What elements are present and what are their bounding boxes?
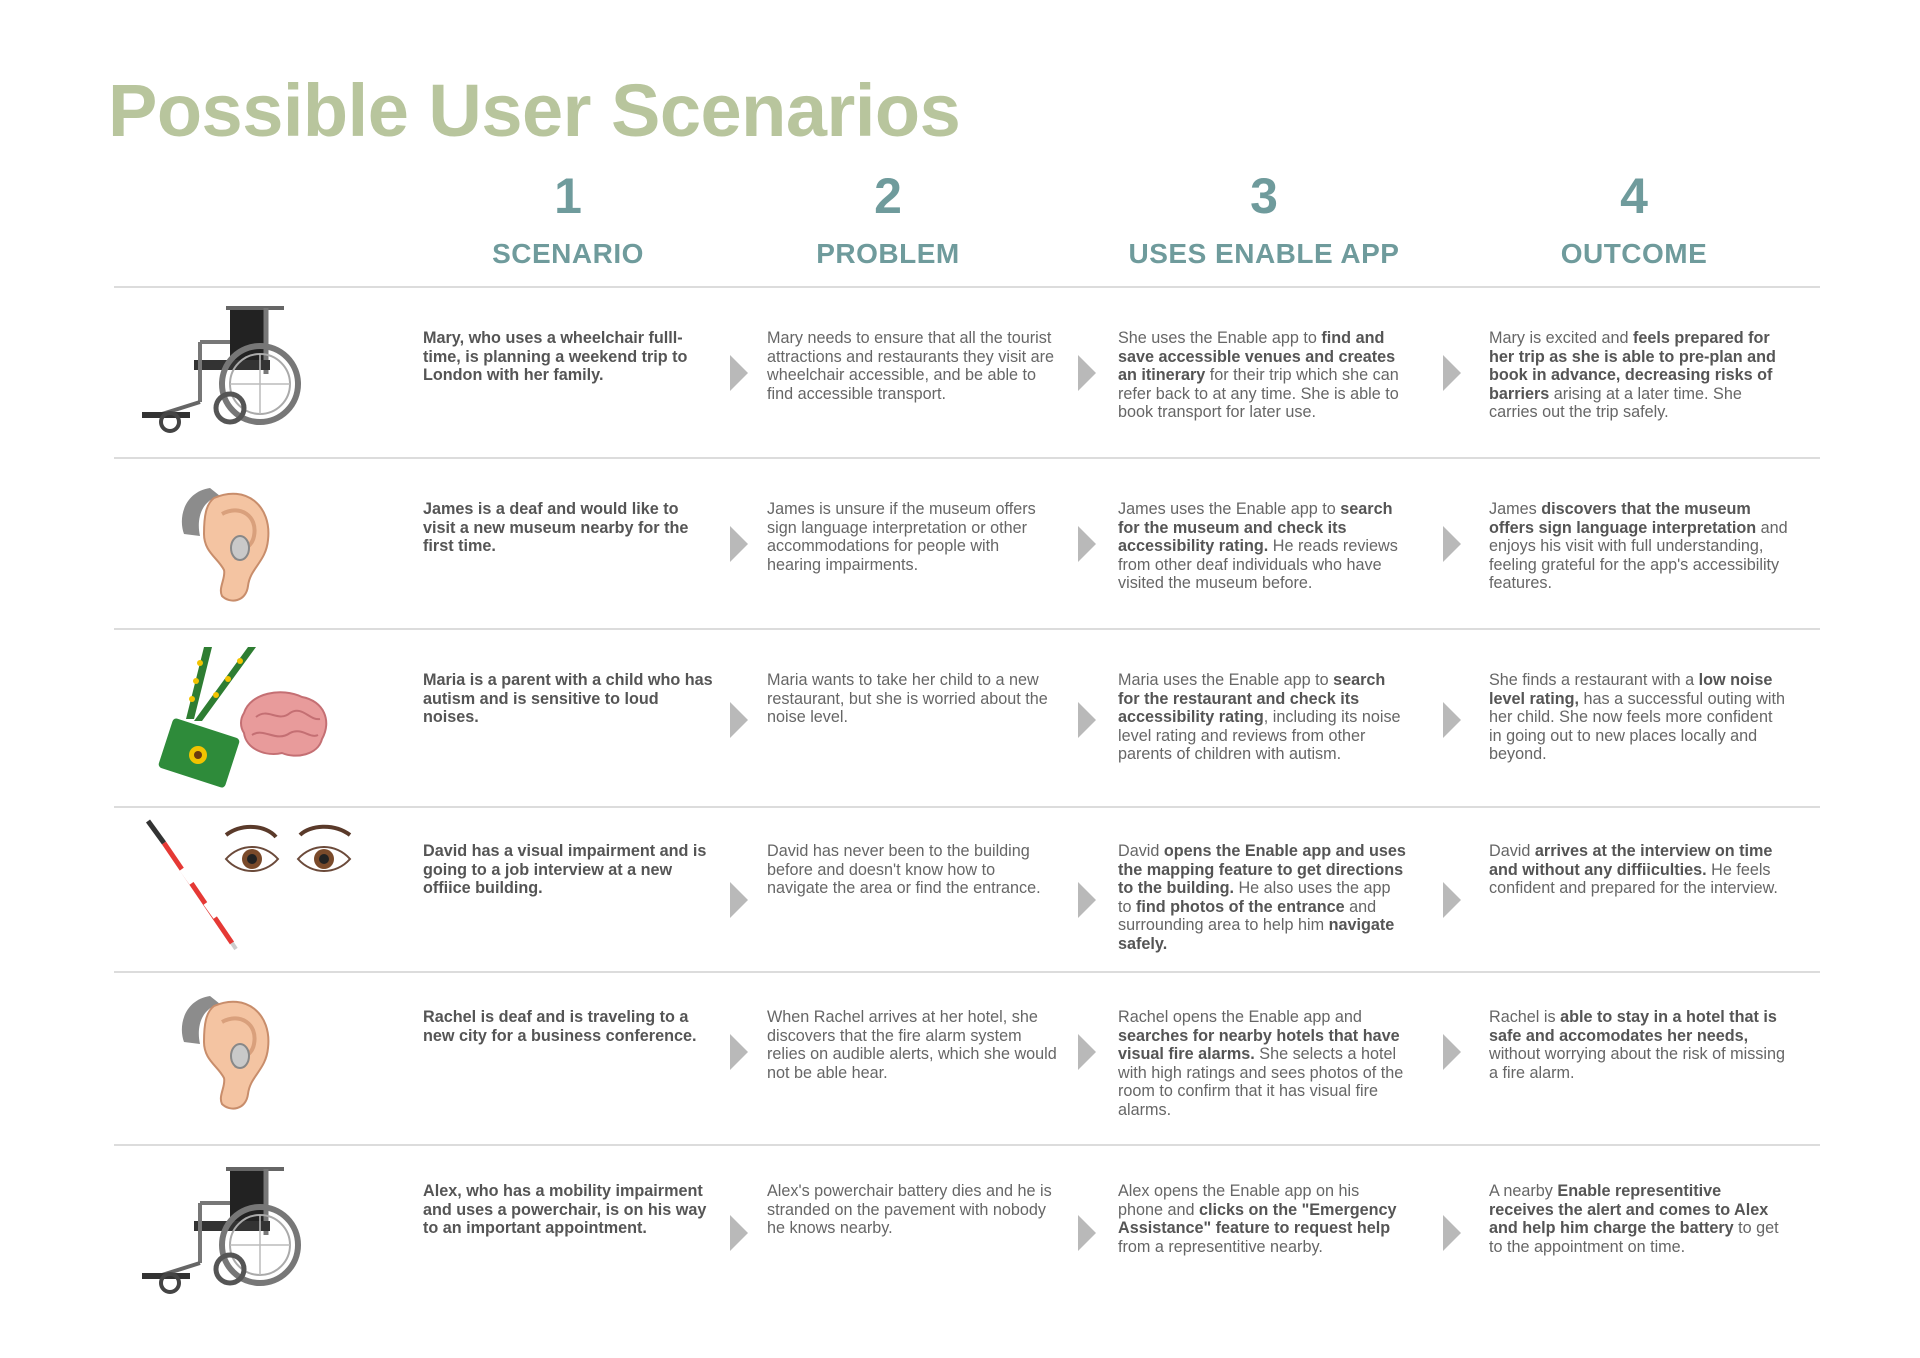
column-number: 3	[1250, 168, 1278, 224]
outcome-text: Rachel is able to stay in a hotel that is safe and accomodates her needs, without worrying about the risk of missing a fire alarm.	[1489, 1008, 1785, 1082]
arrow-right-icon	[730, 882, 748, 918]
app-text: David opens the Enable app and uses the mapping feature to get directions to the building. He also uses the app to find photos of the entrance and surrounding area to help him navigate safely.	[1118, 842, 1406, 953]
column-label: SCENARIO	[492, 238, 644, 269]
column-header-problem	[728, 168, 1048, 270]
column-label: USES ENABLE APP	[1128, 238, 1400, 269]
column-label: PROBLEM	[816, 238, 960, 269]
column-header-scenario	[408, 168, 728, 270]
app-text: Alex opens the Enable app on his phone and clicks on the "Emergency Assistance" feature to request help from a representitive nearby.	[1118, 1182, 1397, 1256]
wheelchair-icon	[134, 1163, 334, 1313]
arrow-right-icon	[1078, 1215, 1096, 1251]
outcome-text: She finds a restaurant with a low noise level rating, has a successful outing with her child. She now feels more confident in going out to new places locally and beyond.	[1489, 671, 1786, 764]
scenario-row-3	[114, 629, 1820, 806]
scenario-row-4	[114, 807, 1820, 971]
scenario-row-5	[114, 972, 1820, 1144]
column-number: 4	[1620, 168, 1648, 224]
arrow-right-icon	[1443, 1215, 1461, 1251]
scenario-text: Maria is a parent with a child who has autism and is sensitive to loud noises.	[423, 671, 713, 727]
arrow-right-icon	[1078, 355, 1096, 391]
outcome-text: A nearby Enable representitive receives the alert and comes to Alex and help him charge the battery to get to the appointment on time.	[1489, 1182, 1779, 1256]
column-number: 2	[874, 168, 902, 224]
problem-text: James is unsure if the museum offers sign language interpretation or other accommodations for people with hearing impairments.	[767, 500, 1036, 574]
arrow-right-icon	[730, 1215, 748, 1251]
column-header-outcome	[1474, 168, 1794, 270]
arrow-right-icon	[730, 702, 748, 738]
outcome-text: David arrives at the interview on time and without any diffiiculties. He feels confident and prepared for the interview.	[1489, 842, 1778, 898]
scenario-row-2	[114, 458, 1820, 628]
arrow-right-icon	[1443, 702, 1461, 738]
hearing-aid-ear-icon	[174, 986, 374, 1136]
scenario-text: David has a visual impairment and is going to a job interview at a new offiice building.	[423, 842, 707, 898]
arrow-right-icon	[1078, 526, 1096, 562]
scenario-text: James is a deaf and would like to visit a new museum nearby for the first time.	[423, 500, 689, 556]
problem-text: Maria wants to take her child to a new restaurant, but she is worried about the noise level.	[767, 671, 1048, 727]
app-text: Maria uses the Enable app to search for the restaurant and check its accessibility rating, including its noise level rating and reviews from other parents of children with autism.	[1118, 671, 1401, 764]
arrow-right-icon	[1443, 882, 1461, 918]
sunflower-lanyard-and-brain-icon	[136, 643, 346, 793]
problem-text: David has never been to the building before and doesn't know how to navigate the area or find the entrance.	[767, 842, 1041, 898]
arrow-right-icon	[1078, 702, 1096, 738]
scenario-row-6	[114, 1145, 1820, 1315]
arrow-right-icon	[1078, 882, 1096, 918]
arrow-right-icon	[730, 1034, 748, 1070]
app-text: Rachel opens the Enable app and searches for nearby hotels that have visual fire alarms. She selects a hotel with high ratings and sees photos of the room to confirm that it has visual fire alarms.	[1118, 1008, 1404, 1119]
hearing-aid-ear-icon	[174, 478, 374, 628]
problem-text: When Rachel arrives at her hotel, she discovers that the fire alarm system relies on audible alerts, which she would not be able hear.	[767, 1008, 1057, 1082]
arrow-right-icon	[1443, 1034, 1461, 1070]
column-number: 1	[554, 168, 582, 224]
app-text: James uses the Enable app to search for the museum and check its accessibility rating. He reads reviews from other deaf individuals who have visited the museum before.	[1118, 500, 1398, 593]
white-cane-and-eyes-icon	[142, 815, 372, 965]
outcome-text: James discovers that the museum offers sign language interpretation and enjoys his visit with full understanding, feeling grateful for the app's accessibility features.	[1489, 500, 1788, 593]
problem-text: Mary needs to ensure that all the tourist attractions and restaurants they visit are wheelchair accessible, and be able to find accessible transport.	[767, 329, 1055, 403]
outcome-text: Mary is excited and feels prepared for her trip as she is able to pre-plan and book in advance, decreasing risks of barriers arising at a later time. She carries out the trip safely.	[1489, 329, 1776, 422]
problem-text: Alex's powerchair battery dies and he is stranded on the pavement with nobody he knows nearby.	[767, 1182, 1052, 1238]
scenario-text: Mary, who uses a wheelchair fulll-time, is planning a weekend trip to London with her family.	[423, 329, 688, 385]
arrow-right-icon	[1078, 1034, 1096, 1070]
arrow-right-icon	[1443, 355, 1461, 391]
scenario-text: Rachel is deaf and is traveling to a new city for a business conference.	[423, 1008, 697, 1045]
page-title: Possible User Scenarios	[108, 69, 961, 152]
arrow-right-icon	[730, 526, 748, 562]
scenario-row-1	[114, 287, 1820, 457]
arrow-right-icon	[730, 355, 748, 391]
arrow-right-icon	[1443, 526, 1461, 562]
wheelchair-icon	[134, 302, 334, 452]
app-text: She uses the Enable app to find and save accessible venues and creates an itinerary for their trip which she can refer back to at any time. She is able to book transport for later use.	[1118, 329, 1399, 422]
scenario-text: Alex, who has a mobility impairment and uses a powerchair, is on his way to an important appointment.	[423, 1182, 707, 1238]
column-header-app	[1104, 168, 1424, 270]
column-label: OUTCOME	[1560, 238, 1708, 269]
